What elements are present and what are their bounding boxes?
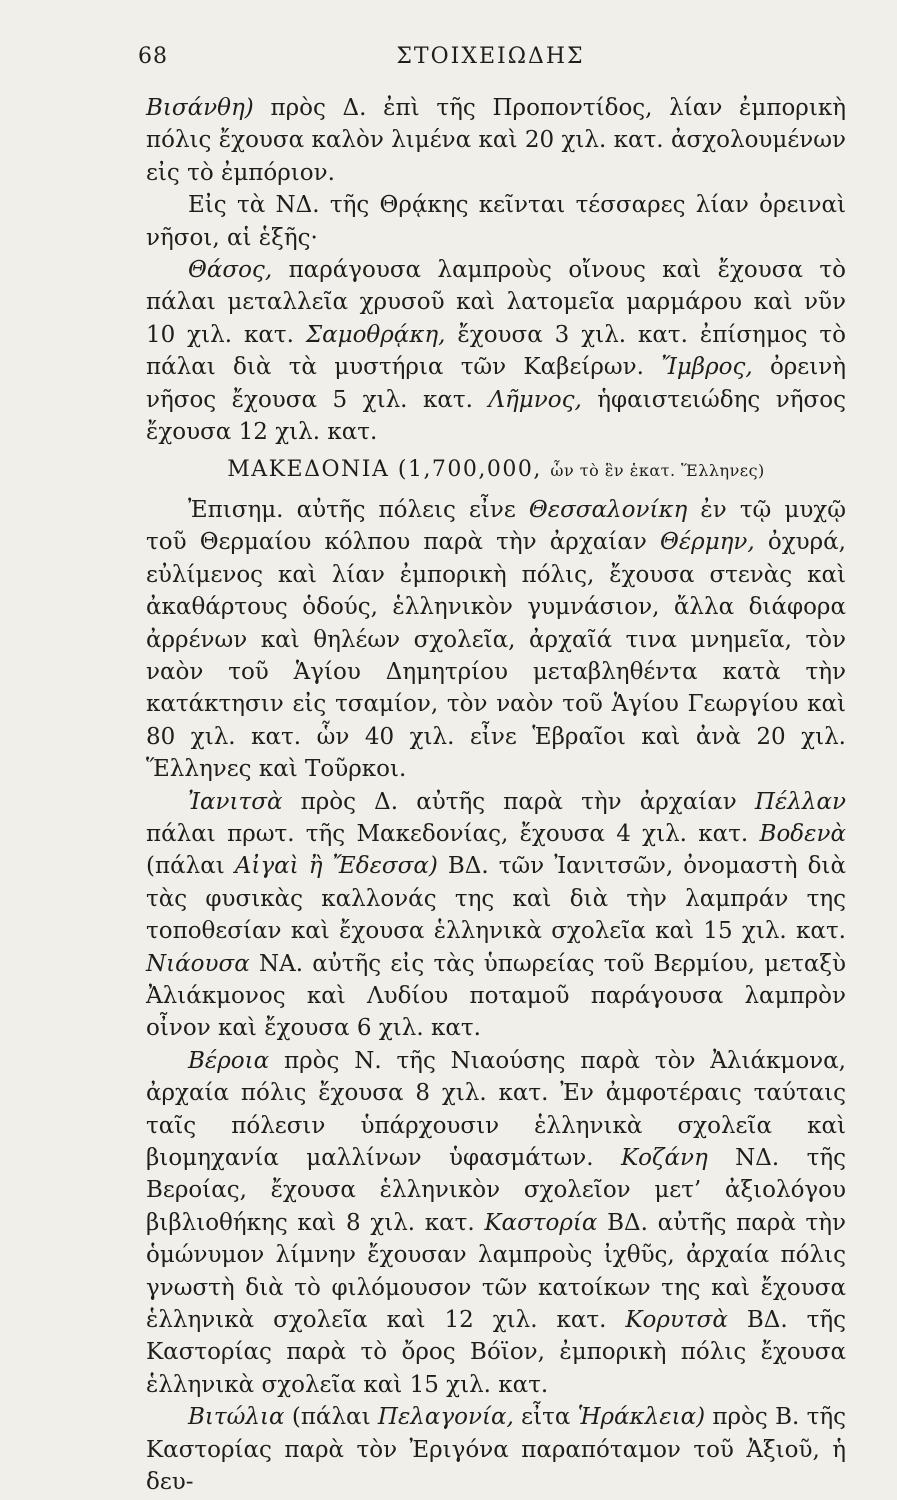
italic-run: Λῆμνος, — [488, 386, 582, 413]
italic-run: Καστορία — [484, 1209, 598, 1236]
heading-subtitle: ὧν τὸ ἓν ἑκατ. Ἕλληνες) — [550, 461, 765, 481]
italic-run: Αἰγαὶ ἢ Ἔδεσσα) — [234, 853, 438, 880]
italic-run: Πέλλαν — [754, 788, 846, 815]
italic-run: Βισάνθη) — [146, 95, 254, 121]
text-run: πρὸς Δ. ἐπὶ τῆς Προποντίδος, λίαν ἐμπορικὴ πόλις ἔχουσα καλὸν λιμένα καὶ 20 χιλ. κατ. ἀσχολουμένων εἰς τὸ ἐμπόριον. — [146, 95, 846, 186]
italic-run: Βιτώλια — [188, 1404, 285, 1431]
italic-run: Πελαγονία, — [377, 1404, 514, 1431]
italic-run: Νιάουσα — [146, 950, 250, 977]
text-run: πρὸς Β. τῆς Καστορίας παρὰ τὸν Ἐριγόνα παραπόταμον τοῦ Ἀξιοῦ, ἡ δευ- — [146, 1404, 846, 1496]
paragraph — [146, 1401, 846, 1498]
text-run: πάλαι πρωτ. τῆς Μακεδονίας, ἔχουσα 4 χιλ. κατ. — [146, 820, 760, 847]
italic-run: Ἰανιτσὰ — [188, 788, 283, 815]
italic-run: Κοζάνη — [621, 1145, 708, 1171]
text-run: ΜΑΚΕΔΟΝΙΑ (1,700,000, — [227, 457, 551, 483]
italic-run: Θάσος, — [188, 257, 273, 284]
section-heading — [146, 454, 846, 487]
body-text — [146, 92, 846, 1498]
paragraph — [146, 1045, 846, 1401]
text-run: Ἐπισημ. αὐτῆς πόλεις εἶνε — [188, 496, 529, 523]
text-run: ΒΔ. τῶν Ἰανιτσῶν, ὀνομαστὴ διὰ τὰς φυσικὰς καλλονάς της καὶ διὰ τὴν λαμπράν της τοποθεσίαν καὶ ἔχουσα ἑλληνικὰ σχολεῖα καὶ 15 χιλ. κατ. — [146, 853, 846, 945]
italic-run: Ἴμβρος, — [661, 354, 753, 381]
text-run: ἐν τῷ μυχῷ τοῦ Θερμαίου κόλπου παρὰ τὴν ἀρχαίαν — [146, 496, 846, 556]
text-run: ὀρεινὴ νῆσος ἔχουσα 5 χιλ. κατ. — [146, 354, 847, 413]
page-number: 68 — [138, 44, 168, 69]
text-run: ἔχουσα 3 χιλ. κατ. ἐπίσημος τὸ πάλαι διὰ τὰ μυστήρια τῶν Καβείρων. — [146, 321, 846, 381]
paragraph — [146, 92, 846, 189]
text-run: εἶτα — [513, 1404, 578, 1431]
text-run: ἡφαιστειώδης νῆσος ἔχουσα 12 χιλ. κατ. — [146, 386, 846, 446]
italic-run: Κορυτσὰ — [625, 1307, 728, 1334]
text-run: πρὸς Ν. τῆς Νιαούσης παρὰ τὸν Ἀλιάκμονα, ἀρχαία πόλις ἔχουσα 8 χιλ. κατ. Ἐν ἀμφοτέραις ταύταις ταῖς πόλεσιν ὑπάρχουσιν ἑλληνικὰ σχολεῖα καὶ βιομηχανία μαλλίνων ὑφασμάτων. — [146, 1047, 846, 1171]
running-title: ΣΤΟΙΧΕΙΩΔΗΣ — [396, 44, 585, 69]
italic-run: Βέροια — [188, 1047, 270, 1074]
text-run: Εἰς τὰ ΝΔ. τῆς Θρᾴκης κεῖνται τέσσαρες λίαν ὀρειναὶ νῆσοι, αἱ ἑξῆς· — [146, 192, 846, 251]
paragraph — [146, 494, 846, 786]
text-run: ὀχυρά, εὐλίμενος καὶ λίαν ἐμπορικὴ πόλις, ἔχουσα στενὰς καὶ ἀκαθάρτους ὁδούς, ἑλληνικὸν γυμνάσιον, ἄλλα διάφορα ἀρρένων καὶ θηλέων σχολεῖα, ἀρχαῖά τινα μνημεῖα, τὸν ναὸν τοῦ Ἁγίου Δημητρίου μεταβληθέντα κατὰ τὴν κατάκτησιν εἰς τσαμίον, τὸν ναὸν τοῦ Ἁγίου Γεωργίου καὶ 80 χιλ. κατ. ὧν 40 χιλ. εἶνε Ἑβραῖοι καὶ ἀνὰ 20 χιλ. Ἕλληνες καὶ Τοῦρκοι. — [146, 529, 846, 783]
italic-run: Ἡράκλεια) — [577, 1404, 706, 1431]
page-header — [138, 44, 843, 78]
italic-run: Θέρμην, — [659, 529, 755, 556]
text-run: (πάλαι — [146, 853, 235, 880]
paragraph — [146, 254, 846, 448]
italic-run: Βοδενὰ — [759, 820, 846, 847]
text-run: ΒΔ. αὐτῆς παρὰ τὴν ὁμώνυμον λίμνην ἔχουσαν λαμπροὺς ἰχθῦς, ἀρχαία πόλις γνωστὴ διὰ τὸ φιλόμουσον τῶν κατοίκων της καὶ ἔχουσα ἑλληνικὰ σχολεῖα καὶ 12 χιλ. κατ. — [146, 1209, 846, 1334]
text-run: ΒΔ. τῆς Καστορίας παρὰ τὸ ὄρος Βόϊον, ἐμπορικὴ πόλις ἔχουσα ἑλληνικὰ σχολεῖα καὶ 15 χιλ. κατ. — [146, 1307, 846, 1398]
paragraph — [146, 189, 846, 254]
text-run: πρὸς Δ. αὐτῆς παρὰ τὴν ἀρχαίαν — [282, 788, 755, 815]
text-run: ΝΑ. αὐτῆς εἰς τὰς ὑπωρείας τοῦ Βερμίου, μεταξὺ Ἀλιάκμονος καὶ Λυδίου ποταμοῦ παράγουσα λαμπρὸν οἶνον καὶ ἔχουσα 6 χιλ. κατ. — [146, 950, 846, 1042]
paragraph — [146, 786, 846, 1045]
italic-run: Σαμοθρᾴκη, — [305, 321, 446, 348]
text-run: ΝΔ. τῆς Βεροίας, ἔχουσα ἑλληνικὸν σχολεῖον μετ’ ἀξιολόγου βιβλιοθήκης καὶ 8 χιλ. κατ. — [146, 1145, 847, 1236]
text-run: (πάλαι — [284, 1404, 378, 1431]
italic-run: Θεσσαλονίκη — [528, 496, 688, 523]
text-run: παράγουσα λαμπροὺς οἴνους καὶ ἔχουσα τὸ πάλαι μεταλλεῖα χρυσοῦ καὶ λατομεῖα μαρμάρου καὶ νῦν 10 χιλ. κατ. — [146, 257, 846, 348]
